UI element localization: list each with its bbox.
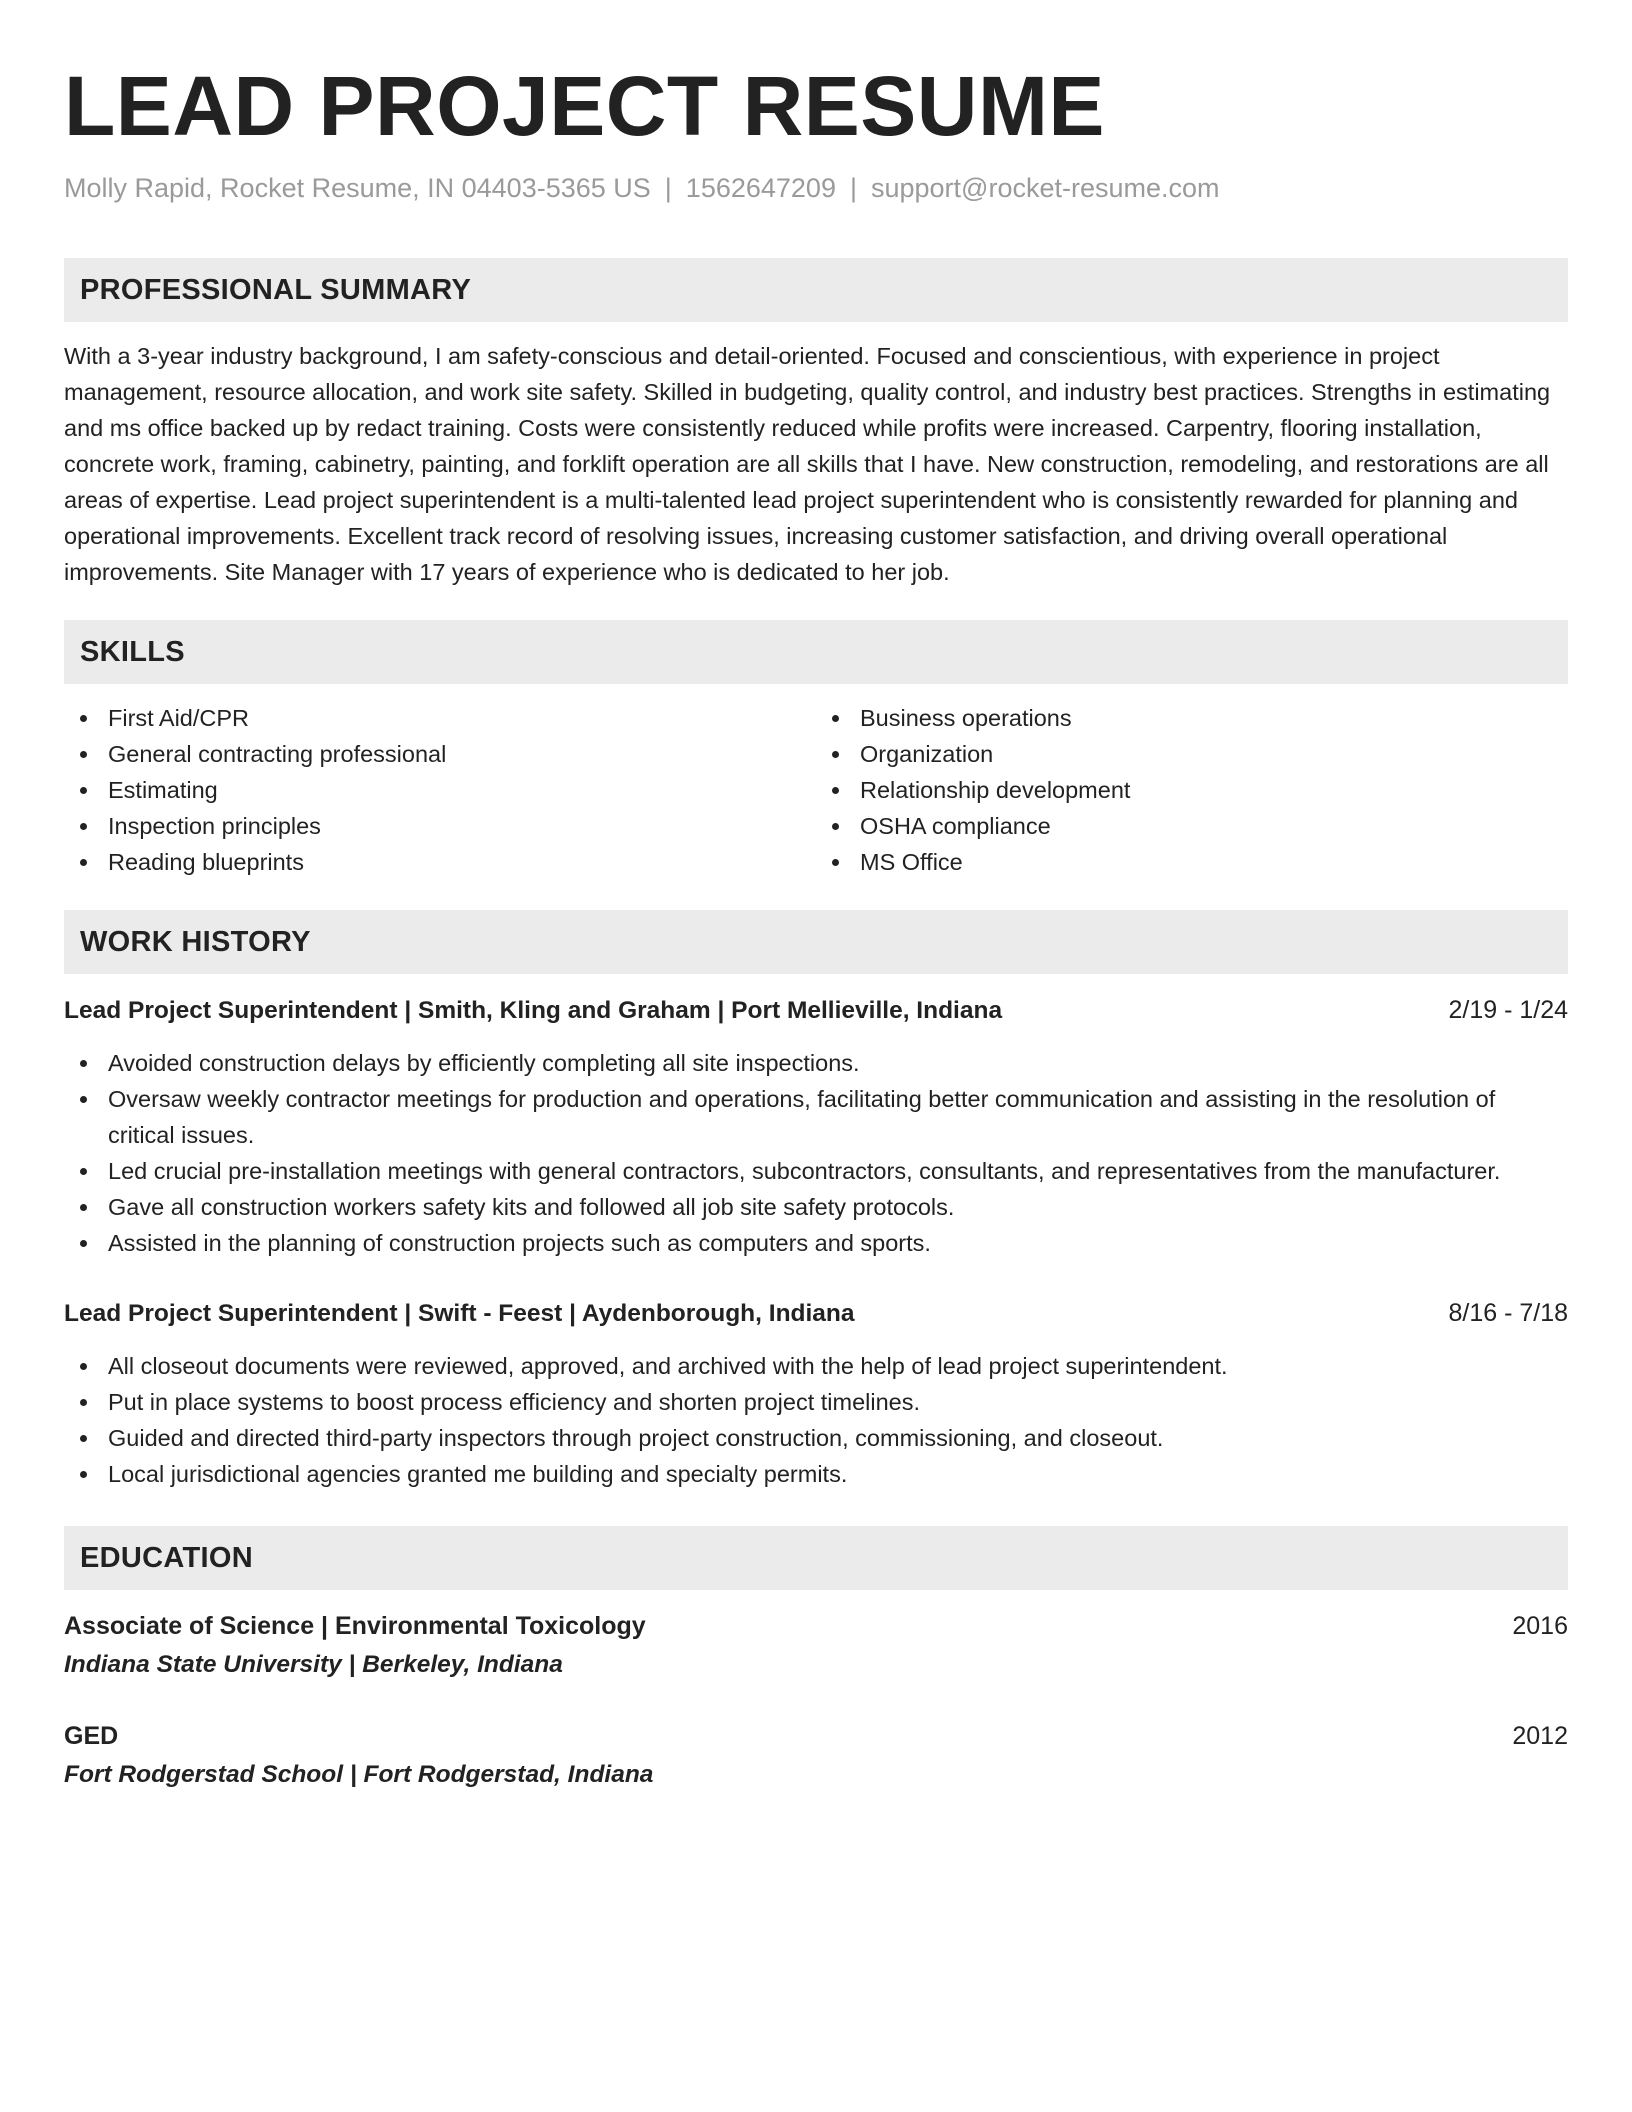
summary-text: With a 3-year industry background, I am safety-conscious and detail-oriented. Focused and conscientious, with experience in project management, resource allocation, and work site safety. Skilled in budgeting, quality control, and industry best practices. Strengths in estimating and ms office backed up by redact training. Costs were consistently reduced while profits were increased. Carpentry, flooring installation, concrete work, framing, cabinetry, painting, and forklift operation are all skills that I have. New construction, remodeling, and restorations are all areas of expertise. Lead project superintendent is a multi-talented lead project superintendent who is consistently rewarded for planning and operational improvements. Excellent track record of resolving issues, increasing customer satisfaction, and driving overall operational improvements. Site Manager with 17 years of experience who is dedicated to her job.	[64, 343, 1551, 585]
education-degree: Associate of Science | Environmental Toxicology	[64, 1612, 646, 1640]
job-bullet: Put in place systems to boost process efficiency and shorten project timelines.	[64, 1384, 1568, 1420]
skill-item: Relationship development	[816, 772, 1568, 808]
job-title: Lead Project Superintendent | Swift - Feest | Aydenborough, Indiana	[64, 1300, 855, 1327]
skill-item: Inspection principles	[64, 808, 816, 844]
skill-item: Business operations	[816, 700, 1568, 736]
job-bullet: Local jurisdictional agencies granted me building and specialty permits.	[64, 1456, 1568, 1492]
education-school: Indiana State University | Berkeley, Indiana	[64, 1651, 563, 1678]
skill-item: OSHA compliance	[816, 808, 1568, 844]
job-entry	[64, 992, 1568, 1261]
skills-list	[64, 700, 1568, 880]
skill-item: Reading blueprints	[64, 844, 816, 880]
job-bullet: Gave all construction workers safety kits and followed all job site safety protocols.	[64, 1189, 1568, 1225]
contact-phone: 1562647209	[685, 173, 836, 203]
job-bullets	[64, 1045, 1568, 1261]
skill-item: General contracting professional	[64, 736, 816, 772]
job-bullets	[64, 1348, 1568, 1492]
contact-address: Molly Rapid, Rocket Resume, IN 04403-5365 US	[64, 173, 651, 203]
contact-email: support@rocket-resume.com	[870, 173, 1220, 203]
job-bullet: Assisted in the planning of construction projects such as computers and sports.	[64, 1225, 1568, 1261]
education-year: 2016	[1512, 1612, 1568, 1640]
skills-column-right	[816, 700, 1568, 880]
job-bullet: Avoided construction delays by efficiently completing all site inspections.	[64, 1045, 1568, 1081]
section-header-summary: PROFESSIONAL SUMMARY	[64, 258, 1568, 322]
skills-column-left	[64, 700, 816, 880]
job-header	[64, 992, 1568, 1029]
job-dates: 8/16 - 7/18	[1448, 1299, 1568, 1327]
job-dates: 2/19 - 1/24	[1448, 996, 1568, 1024]
contact-separator: |	[664, 173, 672, 203]
education-degree: GED	[64, 1722, 119, 1750]
job-title: Lead Project Superintendent | Smith, Kling and Graham | Port Mellieville, Indiana	[64, 997, 1003, 1024]
section-header-education: EDUCATION	[64, 1526, 1568, 1590]
education-year: 2012	[1512, 1722, 1568, 1750]
job-bullet: All closeout documents were reviewed, approved, and archived with the help of lead project superintendent.	[64, 1348, 1568, 1384]
education-header	[64, 1608, 1568, 1644]
section-header-skills: SKILLS	[64, 620, 1568, 684]
education-entry	[64, 1718, 1568, 1792]
contact-line	[64, 170, 1568, 206]
job-header	[64, 1295, 1568, 1332]
job-bullet: Oversaw weekly contractor meetings for production and operations, facilitating better communication and assisting in the resolution of critical issues.	[64, 1081, 1568, 1153]
education-header	[64, 1718, 1568, 1754]
contact-separator: |	[849, 173, 857, 203]
skill-item: MS Office	[816, 844, 1568, 880]
education-entry	[64, 1608, 1568, 1682]
resume-title: LEAD PROJECT RESUME	[64, 59, 1105, 153]
section-header-work-history: WORK HISTORY	[64, 910, 1568, 974]
education-school: Fort Rodgerstad School | Fort Rodgerstad, Indiana	[64, 1761, 654, 1788]
skill-item: Estimating	[64, 772, 816, 808]
skill-item: Organization	[816, 736, 1568, 772]
job-entry	[64, 1295, 1568, 1492]
skill-item: First Aid/CPR	[64, 700, 816, 736]
job-bullet: Guided and directed third-party inspectors through project construction, commissioning, and closeout.	[64, 1420, 1568, 1456]
job-bullet: Led crucial pre-installation meetings with general contractors, subcontractors, consultants, and representatives from the manufacturer.	[64, 1153, 1568, 1189]
